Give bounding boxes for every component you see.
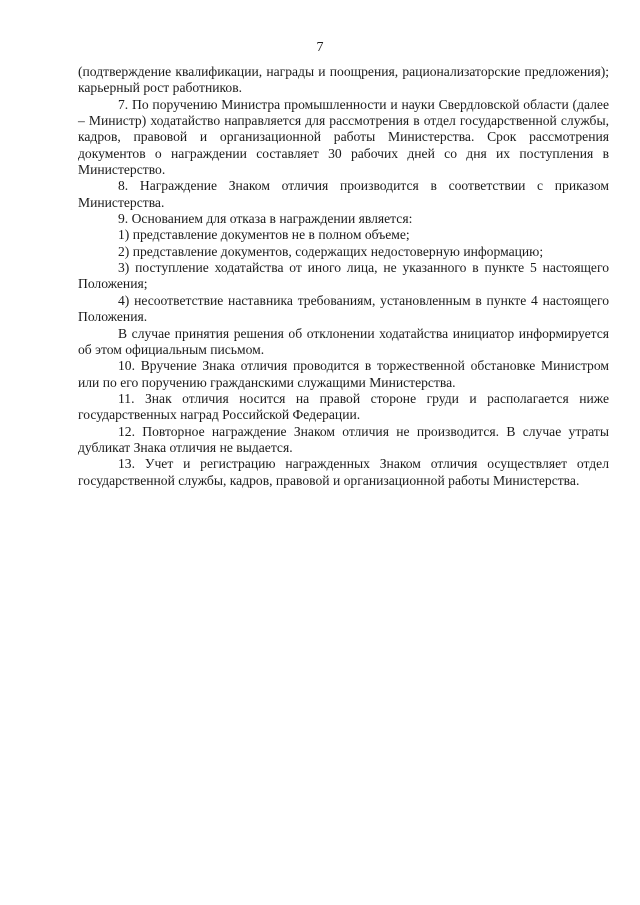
page-number: 7 — [316, 40, 324, 55]
paragraph-item-12: 12. Повторное награждение Знаком отличия не производится. В случае утраты дубликат Знака отличия не выдается. — [78, 423, 609, 455]
paragraph-item-8: 8. Награждение Знаком отличия производится в соответствии с приказом Министерства. — [78, 178, 609, 210]
paragraph-rejection-notice: В случае принятия решения об отклонении ходатайства инициатор информируется об этом официальным письмом. — [78, 325, 609, 357]
paragraph-item-9: 9. Основанием для отказа в награждении является: — [118, 211, 413, 227]
paragraph-subitem-4: 4) несоответствие наставника требованиям, установленным в пункте 4 настоящего Положения. — [78, 292, 609, 325]
paragraph-item-7: 7. По поручению Министра промышленности и науки Свердловской области (далее – Министр) ходатайство направляется для рассмотрения в отдел государственной службы, кадров, правовой и организационной работы Министерства. Срок рассмотрения документов о награждении составляет 30 рабочих дней со дня их поступления в Министерство. — [78, 96, 609, 178]
paragraph-subitem-1: 1) представление документов не в полном объеме; — [118, 227, 410, 243]
paragraph-item-13: 13. Учет и регистрацию награжденных Знаком отличия осуществляет отдел государственной службы, кадров, правовой и организационной работы Министерства. — [78, 456, 609, 488]
paragraph-subitem-2: 2) представление документов, содержащих недостоверную информацию; — [118, 243, 544, 259]
paragraph-subitem-3: 3) поступление ходатайства от иного лица, не указанного в пункте 5 настоящего Положения; — [78, 260, 609, 292]
document-body — [78, 64, 609, 489]
paragraph-item-10: 10. Вручение Знака отличия проводится в торжественной обстановке Министром или по его поручению гражданскими служащими Министерства. — [78, 358, 609, 390]
paragraph-item-11: 11. Знак отличия носится на правой стороне груди и располагается ниже государственных наград Российской Федерации. — [78, 390, 609, 423]
paragraph-continuation: (подтверждение квалификации, награды и поощрения, рационализаторские предложения); карьерный рост работников. — [78, 64, 609, 96]
